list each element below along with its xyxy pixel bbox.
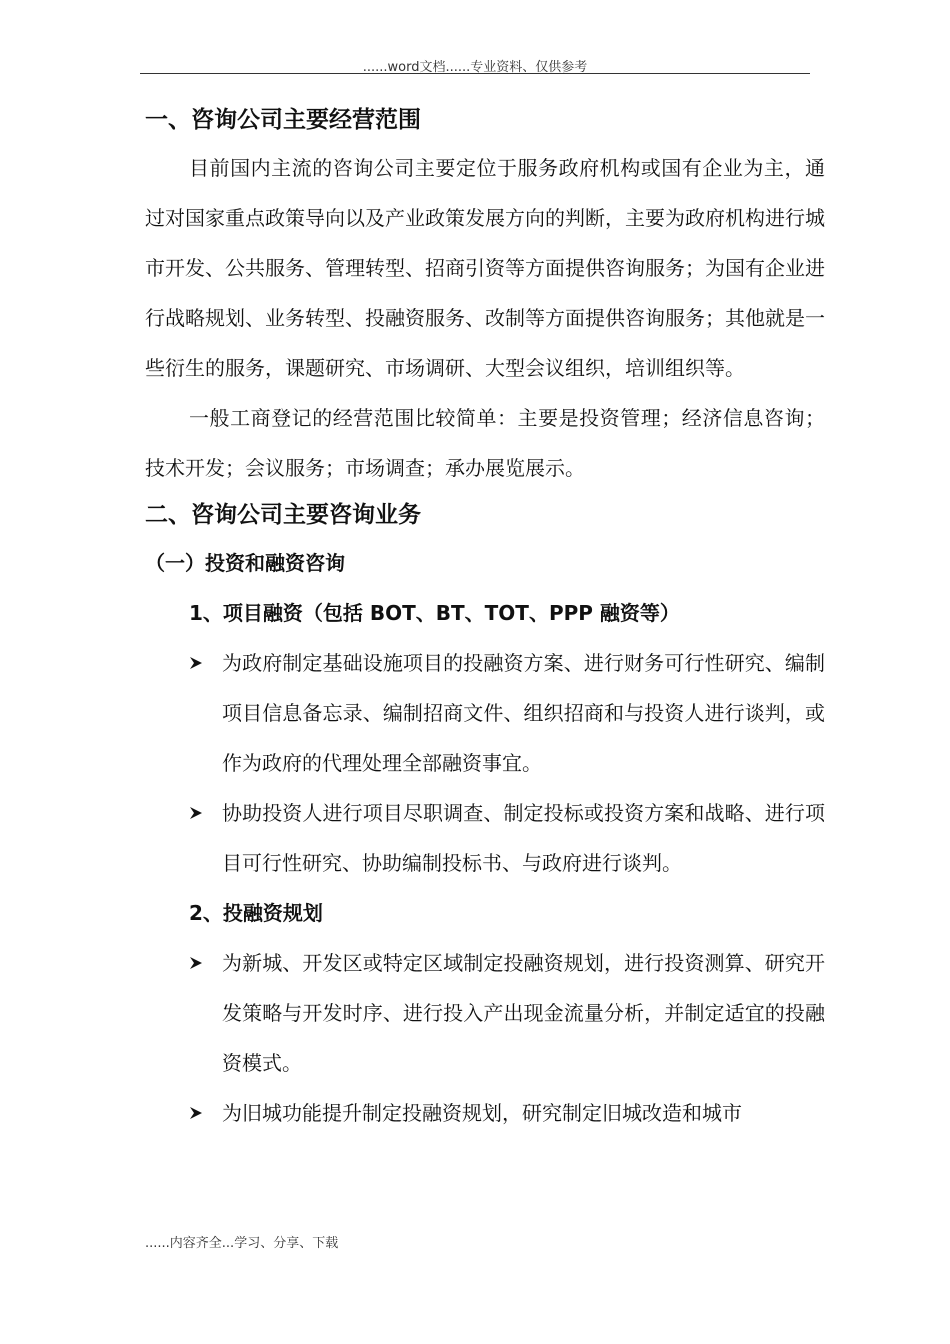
paragraph-1: 目前国内主流的咨询公司主要定位于服务政府机构或国有企业为主，通过对国家重点政策导向以及产业政策发展方向的判断，主要为政府机构进行城市开发、公共服务、管理转型、招商引资等方面提供咨询服务；为国有企业进行战略规划、业务转型、投融资服务、改制等方面提供咨询服务；其他就是一些衍生的服务，课题研究、市场调研、大型会议组织，培训组织等。: [145, 156, 825, 380]
header-divider: [140, 73, 810, 74]
subsection-heading-1: （一）投资和融资咨询: [145, 551, 345, 575]
paragraph-2: 一般工商登记的经营范围比较简单：主要是投资管理；经济信息咨询；技术开发；会议服务；市场调查；承办展览展示。: [145, 406, 825, 480]
section-heading-2: 二、咨询公司主要咨询业务: [145, 502, 421, 528]
bullet-item: [145, 788, 825, 888]
arrowhead-bullet-icon: [188, 1088, 208, 1138]
arrowhead-bullet-icon: [188, 938, 208, 988]
bullet-text: 为新城、开发区或特定区域制定投融资规划，进行投资测算、研究开发策略与开发时序、进行投入产出现金流量分析，并制定适宜的投融资模式。: [222, 951, 825, 1075]
section-heading-1: 一、咨询公司主要经营范围: [145, 107, 421, 133]
arrowhead-bullet-icon: [188, 788, 208, 838]
bullet-item: [145, 938, 825, 1088]
item-heading-1: 1、项目融资（包括 BOT、BT、TOT、PPP 融资等）: [189, 601, 680, 625]
document-body: [145, 98, 825, 1138]
bullet-text: 为政府制定基础设施项目的投融资方案、进行财务可行性研究、编制项目信息备忘录、编制招商文件、组织招商和与投资人进行谈判，或作为政府的代理处理全部融资事宜。: [222, 651, 825, 775]
bullet-text: 为旧城功能提升制定投融资规划，研究制定旧城改造和城市: [222, 1101, 742, 1125]
item-heading-2: 2、投融资规划: [189, 901, 323, 925]
page-footer: ......内容齐全...学习、分享、下载: [145, 1236, 339, 1251]
bullet-text: 协助投资人进行项目尽职调查、制定投标或投资方案和战略、进行项目可行性研究、协助编制投标书、与政府进行谈判。: [222, 801, 825, 875]
page-header: ......word文档......专业资料、仅供参考: [362, 60, 588, 75]
arrowhead-bullet-icon: [188, 638, 208, 688]
bullet-item: [145, 1088, 825, 1138]
bullet-item: [145, 638, 825, 788]
